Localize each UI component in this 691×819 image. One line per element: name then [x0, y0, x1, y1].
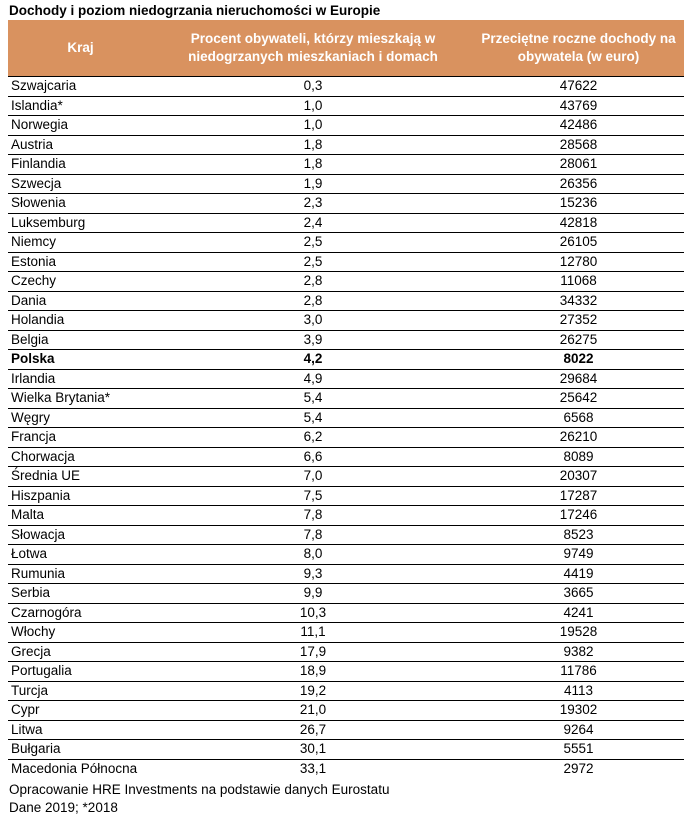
table-row — [8, 116, 684, 136]
cell-country: Szwecja — [8, 174, 153, 194]
table-row — [8, 681, 684, 701]
cell-income: 26356 — [473, 174, 684, 194]
table-body — [8, 77, 684, 779]
table-row — [8, 642, 684, 662]
table-row — [8, 759, 684, 778]
cell-percent: 6,2 — [153, 428, 473, 448]
cell-percent: 3,9 — [153, 330, 473, 350]
cell-percent: 1,8 — [153, 155, 473, 175]
cell-percent: 7,8 — [153, 506, 473, 526]
table-row — [8, 662, 684, 682]
cell-country: Malta — [8, 506, 153, 526]
cell-country: Słowenia — [8, 194, 153, 214]
table-row — [8, 77, 684, 97]
cell-country: Szwajcaria — [8, 77, 153, 97]
cell-income: 26275 — [473, 330, 684, 350]
cell-income: 28061 — [473, 155, 684, 175]
cell-percent: 17,9 — [153, 642, 473, 662]
cell-income: 4419 — [473, 564, 684, 584]
cell-income: 3665 — [473, 584, 684, 604]
table-row — [8, 447, 684, 467]
cell-country: Hiszpania — [8, 486, 153, 506]
cell-percent: 0,3 — [153, 77, 473, 97]
cell-percent: 2,8 — [153, 272, 473, 292]
cell-income: 11068 — [473, 272, 684, 292]
cell-percent: 9,3 — [153, 564, 473, 584]
table-row — [8, 174, 684, 194]
table-row — [8, 740, 684, 760]
cell-country: Turcja — [8, 681, 153, 701]
table-row — [8, 467, 684, 487]
table-row — [8, 194, 684, 214]
cell-income: 17287 — [473, 486, 684, 506]
cell-percent: 5,4 — [153, 408, 473, 428]
cell-country: Finlandia — [8, 155, 153, 175]
cell-country: Czechy — [8, 272, 153, 292]
table-row — [8, 311, 684, 331]
cell-percent: 6,6 — [153, 447, 473, 467]
cell-country: Bułgaria — [8, 740, 153, 760]
cell-income: 11786 — [473, 662, 684, 682]
cell-country: Rumunia — [8, 564, 153, 584]
cell-percent: 2,8 — [153, 291, 473, 311]
cell-percent: 26,7 — [153, 720, 473, 740]
table-row — [8, 155, 684, 175]
table-row — [8, 272, 684, 292]
cell-country: Holandia — [8, 311, 153, 331]
cell-income: 17246 — [473, 506, 684, 526]
cell-country: Łotwa — [8, 545, 153, 565]
cell-income: 42486 — [473, 116, 684, 136]
cell-percent: 7,8 — [153, 525, 473, 545]
cell-country: Norwegia — [8, 116, 153, 136]
cell-income: 8089 — [473, 447, 684, 467]
cell-income: 19302 — [473, 701, 684, 721]
cell-income: 8523 — [473, 525, 684, 545]
cell-country: Serbia — [8, 584, 153, 604]
cell-income: 5551 — [473, 740, 684, 760]
cell-country: Grecja — [8, 642, 153, 662]
cell-percent: 10,3 — [153, 603, 473, 623]
cell-percent: 2,4 — [153, 213, 473, 233]
table-row — [8, 213, 684, 233]
cell-income: 29684 — [473, 369, 684, 389]
cell-percent: 7,0 — [153, 467, 473, 487]
cell-percent: 4,2 — [153, 350, 473, 370]
cell-percent: 21,0 — [153, 701, 473, 721]
cell-income: 26210 — [473, 428, 684, 448]
table-row — [8, 369, 684, 389]
cell-country: Estonia — [8, 252, 153, 272]
page-title: Dochody i poziom niedogrzania nieruchomości w Europie — [9, 3, 381, 18]
cell-percent: 7,5 — [153, 486, 473, 506]
cell-percent: 2,5 — [153, 252, 473, 272]
table-row — [8, 486, 684, 506]
table-row — [8, 623, 684, 643]
cell-country: Irlandia — [8, 369, 153, 389]
cell-percent: 5,4 — [153, 389, 473, 409]
column-header-country: Kraj — [8, 20, 153, 77]
footer-note: Dane 2019; *2018 — [9, 800, 118, 815]
cell-country: Polska — [8, 350, 153, 370]
cell-percent: 1,9 — [153, 174, 473, 194]
table-row — [8, 350, 684, 370]
table-row — [8, 135, 684, 155]
cell-percent: 1,0 — [153, 96, 473, 116]
table-row — [8, 506, 684, 526]
cell-percent: 2,5 — [153, 233, 473, 253]
table-row — [8, 603, 684, 623]
cell-income: 25642 — [473, 389, 684, 409]
cell-country: Luksemburg — [8, 213, 153, 233]
footer — [9, 781, 389, 817]
cell-country: Węgry — [8, 408, 153, 428]
table-row — [8, 291, 684, 311]
cell-income: 4113 — [473, 681, 684, 701]
cell-percent: 1,8 — [153, 135, 473, 155]
table-row — [8, 720, 684, 740]
cell-percent: 33,1 — [299, 760, 327, 776]
column-header-income: Przeciętne roczne dochody na obywatela (w euro) — [473, 20, 684, 77]
cell-country: Francja — [8, 428, 153, 448]
cell-percent: 8,0 — [153, 545, 473, 565]
table-row — [8, 252, 684, 272]
table-row — [8, 96, 684, 116]
table-row — [8, 701, 684, 721]
cell-income: 28568 — [473, 135, 684, 155]
cell-income: 15236 — [473, 194, 684, 214]
data-table — [8, 20, 684, 778]
table-row — [8, 564, 684, 584]
cell-income: 43769 — [473, 96, 684, 116]
cell-income: 12780 — [473, 252, 684, 272]
cell-percent: 11,1 — [153, 623, 473, 643]
cell-country: Cypr — [8, 701, 153, 721]
cell-income: 19528 — [473, 623, 684, 643]
cell-percent: 18,9 — [153, 662, 473, 682]
cell-percent: 30,1 — [153, 740, 473, 760]
cell-percent: 1,0 — [153, 116, 473, 136]
table-row — [8, 545, 684, 565]
cell-income: 6568 — [473, 408, 684, 428]
cell-income: 9264 — [473, 720, 684, 740]
table-row — [8, 330, 684, 350]
cell-country: Średnia UE — [8, 467, 153, 487]
cell-income: 26105 — [473, 233, 684, 253]
cell-percent: 19,2 — [153, 681, 473, 701]
cell-income: 20307 — [473, 467, 684, 487]
table-row — [8, 389, 684, 409]
cell-country: Macedonia Północna — [11, 760, 138, 776]
table-row — [8, 525, 684, 545]
cell-income: 4241 — [473, 603, 684, 623]
table-row — [8, 233, 684, 253]
cell-income: 27352 — [473, 311, 684, 331]
cell-income: 42818 — [473, 213, 684, 233]
cell-country: Dania — [8, 291, 153, 311]
table-row — [8, 408, 684, 428]
cell-percent: 9,9 — [153, 584, 473, 604]
cell-income: 34332 — [473, 291, 684, 311]
cell-income: 2972 — [563, 760, 594, 776]
footer-source: Opracowanie HRE Investments na podstawie danych Eurostatu — [9, 782, 390, 797]
table-header — [8, 20, 684, 77]
cell-income: 9749 — [473, 545, 684, 565]
cell-country: Czarnogóra — [8, 603, 153, 623]
cell-country: Niemcy — [8, 233, 153, 253]
cell-percent: 4,9 — [153, 369, 473, 389]
cell-country: Chorwacja — [8, 447, 153, 467]
cell-country: Portugalia — [8, 662, 153, 682]
cell-percent: 3,0 — [153, 311, 473, 331]
cell-country: Wielka Brytania* — [8, 389, 153, 409]
cell-income: 8022 — [473, 350, 684, 370]
cell-income: 47622 — [473, 77, 684, 97]
column-header-percent: Procent obywateli, którzy mieszkają w niedogrzanych mieszkaniach i domach — [153, 20, 473, 77]
table-row — [8, 584, 684, 604]
cell-country: Islandia* — [8, 96, 153, 116]
cell-income: 9382 — [473, 642, 684, 662]
cell-country: Litwa — [8, 720, 153, 740]
cell-country: Słowacja — [8, 525, 153, 545]
cell-country: Austria — [8, 135, 153, 155]
cell-percent: 2,3 — [153, 194, 473, 214]
cell-country: Włochy — [8, 623, 153, 643]
cell-country: Belgia — [8, 330, 153, 350]
table-row — [8, 428, 684, 448]
